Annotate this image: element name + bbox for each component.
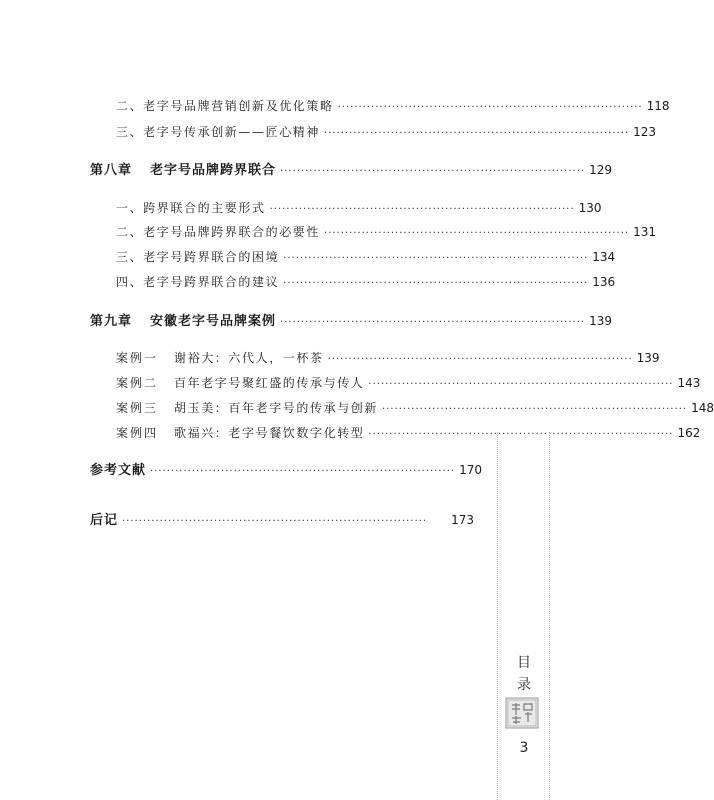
dot-leader: ········································································· bbox=[324, 128, 630, 139]
toc-entry-page: 148 bbox=[691, 401, 714, 415]
toc-entry-page: 162 bbox=[677, 426, 701, 440]
toc-entry-page: 170 bbox=[459, 463, 482, 477]
margin-rule-left bbox=[497, 432, 498, 800]
dot-leader: ········································································· bbox=[283, 278, 589, 289]
toc-entry-page: 139 bbox=[589, 314, 612, 328]
section-label-mu: 目 bbox=[517, 655, 531, 671]
toc-entry-title: 胡玉美：百年老字号的传承与创新 bbox=[174, 401, 379, 415]
case-label: 案例二 bbox=[116, 376, 159, 390]
section-label-lu: 录 bbox=[517, 677, 531, 693]
toc-entry-page: 130 bbox=[578, 201, 602, 215]
toc-entry[interactable] bbox=[116, 124, 656, 142]
dot-leader: ········································································· bbox=[280, 166, 586, 177]
toc-entry-title: 二、老字号品牌跨界联合的必要性 bbox=[116, 225, 321, 239]
dot-leader: ········································································· bbox=[368, 379, 674, 390]
toc-case-entry[interactable] bbox=[116, 425, 701, 443]
toc-entry-title: 一、跨界联合的主要形式 bbox=[116, 201, 266, 215]
toc-chapter[interactable] bbox=[90, 162, 612, 180]
dot-leader: ········································································· bbox=[280, 317, 586, 328]
toc-entry-title: 百年老字号聚红盛的传承与传人 bbox=[174, 376, 365, 390]
toc-entry[interactable] bbox=[116, 249, 616, 267]
case-label: 案例三 bbox=[116, 401, 159, 415]
dot-leader: ········································································· bbox=[150, 466, 456, 477]
dot-leader: ········································································· bbox=[269, 204, 575, 215]
margin-rule-right bbox=[549, 432, 550, 800]
toc-entry-page: 143 bbox=[677, 376, 701, 390]
toc-entry-page: 131 bbox=[633, 225, 656, 239]
dot-leader: ········································································· bbox=[368, 429, 674, 440]
toc-chapter[interactable] bbox=[90, 462, 482, 480]
case-label: 案例四 bbox=[116, 426, 159, 440]
dot-leader: ········································································· bbox=[382, 404, 688, 415]
case-label: 案例一 bbox=[116, 351, 159, 365]
toc-entry-title: 谢裕大：六代人，一杯茶 bbox=[174, 351, 324, 365]
toc-entry-page: 134 bbox=[592, 250, 616, 264]
toc-entry[interactable] bbox=[116, 274, 616, 292]
toc-entry-title: 歌福兴：老字号餐饮数字化转型 bbox=[174, 426, 365, 440]
toc-case-entry[interactable] bbox=[116, 400, 714, 418]
toc-case-entry[interactable] bbox=[116, 350, 660, 368]
chapter-title: 后记 bbox=[90, 513, 119, 528]
seal-stamp-icon bbox=[505, 697, 539, 729]
toc-entry-title: 三、老字号跨界联合的困境 bbox=[116, 250, 280, 264]
page-number: 3 bbox=[519, 740, 529, 756]
chapter-number: 第八章 bbox=[90, 163, 133, 178]
chapter-title: 安徽老字号品牌案例 bbox=[150, 314, 277, 329]
chapter-title: 参考文献 bbox=[90, 463, 147, 478]
dot-leader: ········································································· bbox=[337, 102, 643, 113]
chapter-number: 第九章 bbox=[90, 314, 133, 329]
dot-leader: ········································································· bbox=[283, 253, 589, 264]
toc-chapter[interactable] bbox=[90, 512, 474, 530]
dot-leader: ········································································· bbox=[327, 354, 633, 365]
toc-entry-page: 123 bbox=[633, 125, 656, 139]
toc-entry-title: 三、老字号传承创新——匠心精神 bbox=[116, 125, 321, 139]
toc-entry[interactable] bbox=[116, 98, 670, 116]
toc-entry[interactable] bbox=[116, 200, 602, 218]
toc-entry-page: 136 bbox=[592, 275, 616, 289]
toc-entry-title: 四、老字号跨界联合的建议 bbox=[116, 275, 280, 289]
toc-entry-page: 173 bbox=[451, 513, 474, 527]
dot-leader: ········································································· bbox=[324, 228, 630, 239]
toc-chapter[interactable] bbox=[90, 313, 612, 331]
toc-case-entry[interactable] bbox=[116, 375, 701, 393]
toc-entry-page: 129 bbox=[589, 163, 612, 177]
toc-entry[interactable] bbox=[116, 224, 656, 242]
toc-entry-page: 139 bbox=[636, 351, 660, 365]
dot-leader: ········································································· bbox=[122, 516, 428, 527]
toc-entry-page: 118 bbox=[646, 99, 670, 113]
chapter-title: 老字号品牌跨界联合 bbox=[150, 163, 277, 178]
toc-entry-title: 二、老字号品牌营销创新及优化策略 bbox=[116, 99, 334, 113]
